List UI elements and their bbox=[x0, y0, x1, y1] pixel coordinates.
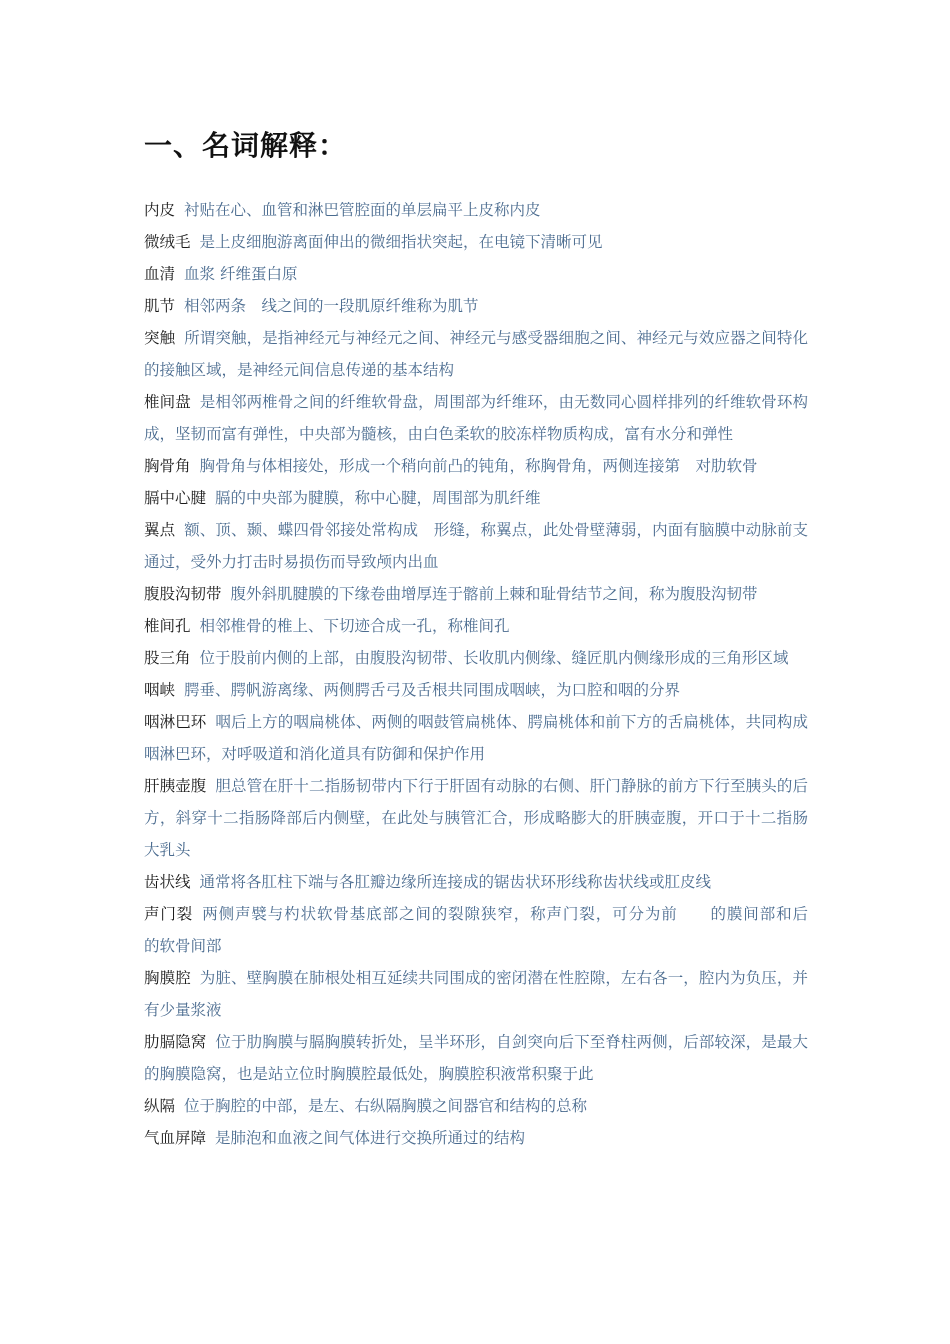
section-heading: 一、名词解释： bbox=[144, 129, 348, 162]
glossary-entry bbox=[144, 258, 808, 290]
glossary-definition: 胸骨角与体相接处，形成一个稍向前凸的钝角，称胸骨角，两侧连接第 对肋软骨 bbox=[199, 457, 758, 475]
glossary-entry bbox=[144, 578, 808, 610]
glossary-entry bbox=[144, 514, 808, 578]
glossary-definition: 腭垂、腭帆游离缘、两侧腭舌弓及舌根共同围成咽峡，为口腔和咽的分界 bbox=[184, 681, 681, 699]
glossary-term: 胸膜腔 bbox=[144, 969, 191, 987]
glossary-entry bbox=[144, 450, 808, 482]
glossary-definition: 咽后上方的咽扁桃体、两侧的咽鼓管扁桃体、腭扁桃体和前下方的舌扁桃体，共同构成咽淋巴环，对呼吸道和消化道具有防御和保护作用 bbox=[144, 713, 808, 763]
glossary-entry bbox=[144, 642, 808, 674]
glossary-term: 纵隔 bbox=[144, 1097, 176, 1115]
glossary-definition: 两侧声襞与杓状软骨基底部之间的裂隙狭窄，称声门裂，可分为前 的膜间部和后 的软骨间部 bbox=[144, 905, 840, 955]
glossary-term: 翼点 bbox=[144, 521, 176, 539]
glossary-term: 齿状线 bbox=[144, 873, 191, 891]
glossary-term: 腹股沟韧带 bbox=[144, 585, 222, 603]
glossary-entry bbox=[144, 194, 808, 226]
glossary-entry bbox=[144, 482, 808, 514]
glossary-entry bbox=[144, 866, 808, 898]
glossary-definition: 通常将各肛柱下端与各肛瓣边缘所连接成的锯齿状环形线称齿状线或肛皮线 bbox=[199, 873, 712, 891]
glossary-entry bbox=[144, 386, 808, 450]
glossary-term: 咽峡 bbox=[144, 681, 176, 699]
glossary-term: 咽淋巴环 bbox=[144, 713, 207, 731]
glossary-term: 气血屏障 bbox=[144, 1129, 207, 1147]
glossary-definition: 胆总管在肝十二指肠韧带内下行于肝固有动脉的右侧、肝门静脉的前方下行至胰头的后方，斜穿十二指肠降部后内侧壁，在此处与胰管汇合，形成略膨大的肝胰壶腹，开口于十二指肠大乳头 bbox=[144, 777, 808, 859]
glossary-definition: 额、顶、颞、蝶四骨邻接处常构成 形缝，称翼点，此处骨壁薄弱，内面有脑膜中动脉前支通过，受外力打击时易损伤而导致颅内出血 bbox=[144, 521, 808, 571]
glossary-definition: 相邻椎骨的椎上、下切迹合成一孔，称椎间孔 bbox=[199, 617, 510, 635]
glossary-term: 椎间孔 bbox=[144, 617, 191, 635]
glossary-definition: 是上皮细胞游离面伸出的微细指状突起，在电镜下清晰可见 bbox=[199, 233, 603, 251]
glossary-term: 股三角 bbox=[144, 649, 191, 667]
glossary-entry bbox=[144, 898, 840, 962]
glossary-entry bbox=[144, 962, 808, 1026]
glossary-term: 内皮 bbox=[144, 201, 176, 219]
glossary-entry bbox=[144, 770, 808, 866]
glossary-term: 肌节 bbox=[144, 297, 176, 315]
glossary-definition: 是肺泡和血液之间气体进行交换所通过的结构 bbox=[215, 1129, 526, 1147]
glossary-entry bbox=[144, 610, 808, 642]
glossary-entry bbox=[144, 290, 808, 322]
glossary-term: 突触 bbox=[144, 329, 176, 347]
glossary-term: 血清 bbox=[144, 265, 176, 283]
glossary-definition: 为脏、壁胸膜在肺根处相互延续共同围成的密闭潜在性腔隙，左右各一，腔内为负压，并有少量浆液 bbox=[144, 969, 808, 1019]
glossary-entry bbox=[144, 674, 808, 706]
glossary-term: 微绒毛 bbox=[144, 233, 191, 251]
glossary-definition: 衬贴在心、血管和淋巴管腔面的单层扁平上皮称内皮 bbox=[184, 201, 541, 219]
glossary-entry bbox=[144, 1026, 808, 1090]
glossary-definition: 腹外斜肌腱膜的下缘卷曲增厚连于髂前上棘和耻骨结节之间，称为腹股沟韧带 bbox=[230, 585, 758, 603]
glossary-term: 声门裂 bbox=[144, 905, 194, 923]
glossary-term: 胸骨角 bbox=[144, 457, 191, 475]
glossary-term: 肋膈隐窝 bbox=[144, 1033, 207, 1051]
glossary-entry bbox=[144, 226, 808, 258]
glossary-definition: 位于胸腔的中部，是左、右纵隔胸膜之间器官和结构的总称 bbox=[184, 1097, 588, 1115]
glossary-entry bbox=[144, 1090, 808, 1122]
glossary-definition: 相邻两条 线之间的一段肌原纤维称为肌节 bbox=[184, 297, 479, 315]
glossary-term: 椎间盘 bbox=[144, 393, 191, 411]
glossary-definition: 膈的中央部为腱膜，称中心腱，周围部为肌纤维 bbox=[215, 489, 541, 507]
glossary-entry bbox=[144, 706, 808, 770]
glossary-entry bbox=[144, 322, 808, 386]
glossary-definition: 位于肋胸膜与膈胸膜转折处，呈半环形，自剑突向后下至脊柱两侧，后部较深，是最大的胸膜隐窝，也是站立位时胸膜腔最低处，胸膜腔积液常积聚于此 bbox=[144, 1033, 808, 1083]
glossary-term: 膈中心腱 bbox=[144, 489, 207, 507]
glossary-definition: 所谓突触，是指神经元与神经元之间、神经元与感受器细胞之间、神经元与效应器之间特化的接触区域，是神经元间信息传递的基本结构 bbox=[144, 329, 808, 379]
glossary-list bbox=[144, 194, 840, 1154]
glossary-definition: 是相邻两椎骨之间的纤维软骨盘，周围部为纤维环，由无数同心圆样排列的纤维软骨环构成，坚韧而富有弹性，中央部为髓核，由白色柔软的胶冻样物质构成，富有水分和弹性 bbox=[144, 393, 808, 443]
glossary-definition: 血浆 纤维蛋白原 bbox=[184, 265, 298, 283]
glossary-entry bbox=[144, 1122, 808, 1154]
glossary-definition: 位于股前内侧的上部，由腹股沟韧带、长收肌内侧缘、缝匠肌内侧缘形成的三角形区域 bbox=[199, 649, 789, 667]
glossary-term: 肝胰壶腹 bbox=[144, 777, 207, 795]
